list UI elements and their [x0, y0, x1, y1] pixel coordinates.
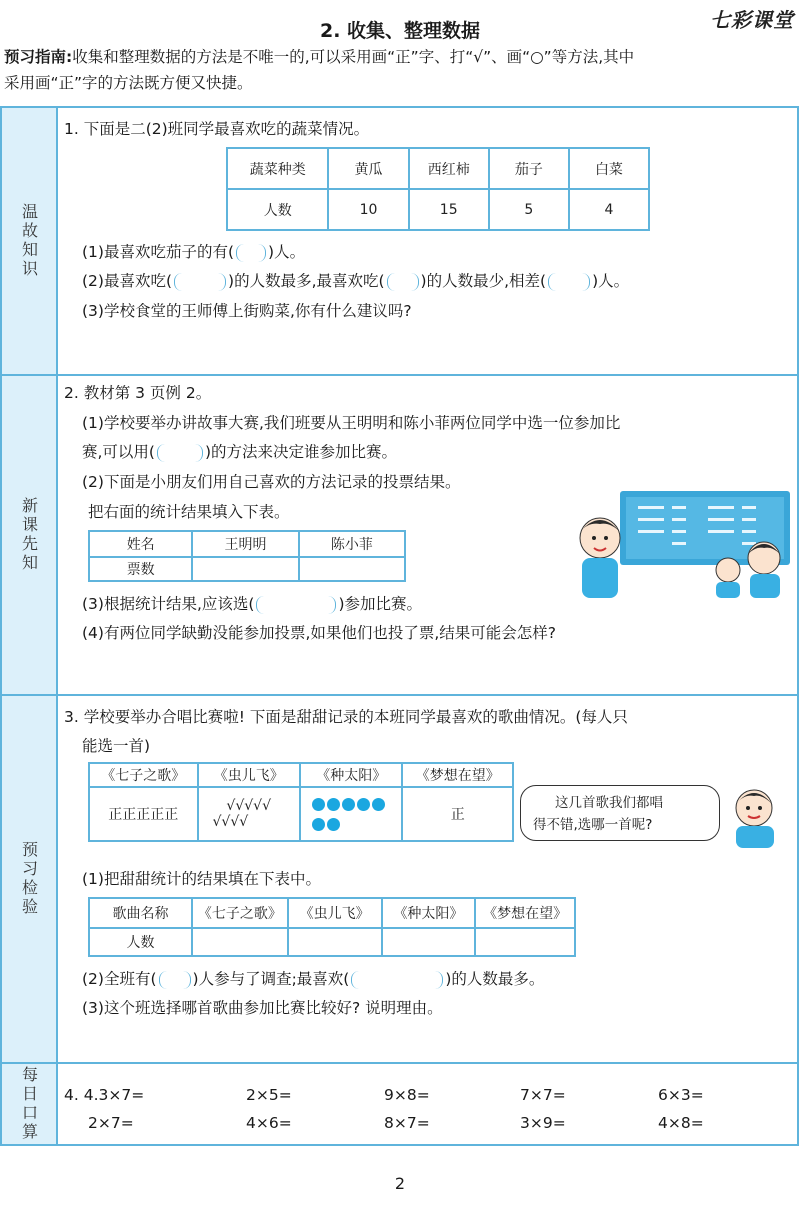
circle-mark — [312, 818, 325, 831]
page-number: 2 — [394, 1174, 406, 1193]
q3-title-line2: 能选一首) — [82, 737, 151, 755]
q3-title-line1: 3. 学校要举办合唱比赛啦! 下面是甜甜记录的本班同学最喜欢的歌曲情况。(每人只 — [64, 708, 628, 726]
table-header: 蔬菜种类 — [227, 148, 328, 189]
guide-label: 预习指南: — [4, 48, 73, 66]
section-label-review: 温故知识 — [2, 108, 58, 374]
q1-title: 1. 下面是二(2)班同学最喜欢吃的蔬菜情况。 — [64, 120, 370, 138]
tally-marks: 正正正正正 — [89, 787, 198, 841]
table-header: 《梦想在望》 — [475, 898, 575, 928]
math-item: 6×3= — [658, 1086, 704, 1104]
q1-part1: (1)最喜欢吃茄子的有( )人。 — [82, 243, 306, 261]
song-count-table — [88, 897, 576, 957]
section-label-check: 预习检验 — [2, 696, 58, 1062]
circle-mark — [327, 818, 340, 831]
circle-mark — [327, 798, 340, 811]
vote-table — [88, 530, 406, 582]
q1-part3: (3)学校食堂的王师傅上街购菜,你有什么建议吗? — [82, 302, 412, 320]
table-header: 陈小菲 — [299, 531, 405, 557]
math-item: 3×9= — [520, 1114, 566, 1132]
table-header: 姓名 — [89, 531, 192, 557]
q2-title: 2. 教材第 3 页例 2。 — [64, 384, 212, 402]
vegetable-table — [226, 147, 650, 231]
q1-part2: (2)最喜欢吃( )的人数最多,最喜欢吃( )的人数最少,相差( )人。 — [82, 272, 630, 290]
classroom-illustration — [568, 488, 796, 598]
speech-bubble: 这几首歌我们都唱 得不错,选哪一首呢? — [520, 785, 720, 841]
answer-blank[interactable] — [159, 971, 191, 989]
table-row-label: 人数 — [227, 189, 328, 230]
q2-part1-line2: 赛,可以用( )的方法来决定谁参加比赛。 — [82, 443, 398, 461]
boy-icon — [580, 518, 620, 598]
table-header: 《虫儿飞》 — [288, 898, 382, 928]
girl-icon — [748, 542, 780, 598]
circle-mark — [372, 798, 385, 811]
answer-cell[interactable] — [192, 557, 298, 581]
table-header: 黄瓜 — [328, 148, 408, 189]
guide-text-1: 收集和整理数据的方法是不唯一的,可以采用画“正”字、打“√”、画“○”等方法,其中 — [72, 48, 635, 66]
math-item: 7×7= — [520, 1086, 566, 1104]
q3-part2: (2)全班有( )人参与了调查;最喜欢( )的人数最多。 — [82, 970, 545, 988]
q2-part1-line1: (1)学校要举办讲故事大赛,我们班要从王明明和陈小菲两位同学中选一位参加比 — [82, 414, 621, 432]
q3-part3: (3)这个班选择哪首歌曲参加比赛比较好? 说明理由。 — [82, 999, 443, 1017]
boy-icon — [724, 784, 788, 848]
child-icon — [716, 558, 740, 598]
q3-part1: (1)把甜甜统计的结果填在下表中。 — [82, 870, 321, 888]
table-header: 西红柿 — [409, 148, 489, 189]
table-header: 白菜 — [569, 148, 649, 189]
page-title: 2. 收集、整理数据 — [319, 20, 481, 42]
answer-blank[interactable] — [387, 273, 419, 291]
answer-blank[interactable] — [256, 596, 336, 614]
table-header: 《七子之歌》 — [192, 898, 288, 928]
table-cell: 4 — [569, 189, 649, 230]
math-item: 2×7= — [88, 1114, 134, 1132]
table-header: 《种太阳》 — [300, 763, 402, 787]
circle-mark — [342, 798, 355, 811]
table-cell: 5 — [489, 189, 569, 230]
circle-mark — [312, 798, 325, 811]
math-item: 9×8= — [384, 1086, 430, 1104]
answer-cell[interactable] — [299, 557, 405, 581]
check-marks: √√√√√ √√√√ — [198, 787, 300, 841]
circle-marks — [300, 787, 402, 841]
math-item: 4×8= — [658, 1114, 704, 1132]
answer-cell[interactable] — [192, 928, 288, 956]
section-label-new-lesson: 新课先知 — [2, 376, 58, 694]
q2-part3: (3)根据统计结果,应该选( )参加比赛。 — [82, 595, 422, 613]
table-header: 歌曲名称 — [89, 898, 192, 928]
table-header: 《梦想在望》 — [402, 763, 513, 787]
math-item: 8×7= — [384, 1114, 430, 1132]
answer-cell[interactable] — [288, 928, 382, 956]
song-record-table — [88, 762, 514, 842]
table-cell: 15 — [409, 189, 489, 230]
table-row-label: 人数 — [89, 928, 192, 956]
section-label-mental-math: 每日口算 — [2, 1064, 58, 1144]
brand-logo: 七彩课堂 — [710, 8, 794, 32]
table-header: 王明明 — [192, 531, 298, 557]
answer-blank[interactable] — [548, 273, 590, 291]
circle-mark — [357, 798, 370, 811]
answer-blank[interactable] — [157, 444, 203, 462]
table-row-label: 票数 — [89, 557, 192, 581]
table-header: 《种太阳》 — [382, 898, 476, 928]
q2-part2: (2)下面是小朋友们用自己喜欢的方法记录的投票结果。 — [82, 473, 461, 491]
table-header: 《虫儿飞》 — [198, 763, 300, 787]
tally-marks: 正 — [402, 787, 513, 841]
answer-blank[interactable] — [236, 244, 266, 262]
preview-guide — [4, 44, 796, 96]
math-item: 4×6= — [246, 1114, 292, 1132]
answer-cell[interactable] — [475, 928, 575, 956]
math-item: 4. 4.3×7= — [64, 1086, 145, 1104]
q2-part4: (4)有两位同学缺勤没能参加投票,如果他们也投了票,结果可能会怎样? — [82, 624, 557, 642]
guide-text-2: 采用画“正”字的方法既方便又快捷。 — [4, 74, 253, 92]
q2-part2-instruction: 把右面的统计结果填入下表。 — [88, 503, 290, 521]
table-cell: 10 — [328, 189, 408, 230]
table-header: 茄子 — [489, 148, 569, 189]
table-header: 《七子之歌》 — [89, 763, 198, 787]
answer-blank[interactable] — [351, 971, 443, 989]
answer-cell[interactable] — [382, 928, 476, 956]
math-item: 2×5= — [246, 1086, 292, 1104]
answer-blank[interactable] — [174, 273, 226, 291]
